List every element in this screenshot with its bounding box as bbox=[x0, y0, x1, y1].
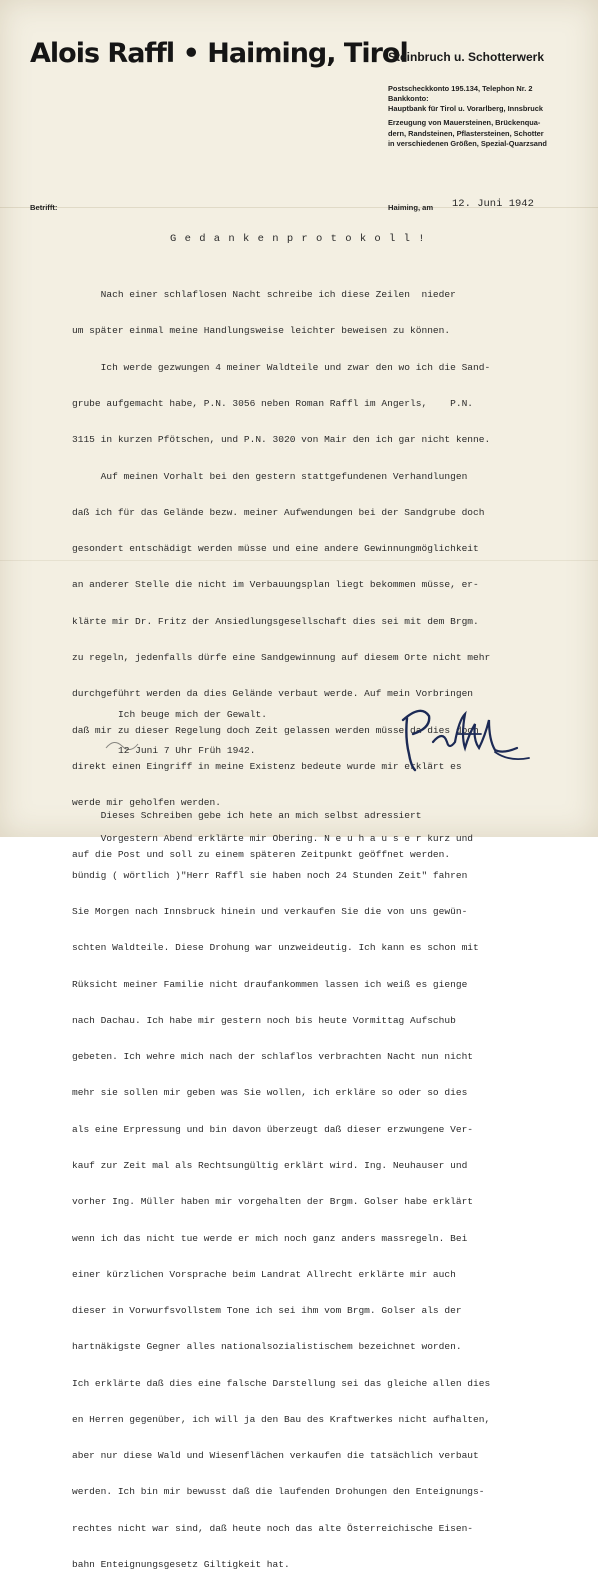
footer-line: auf die Post und soll zu einem späteren Zeitpunkt geöffnet werden. bbox=[72, 849, 451, 860]
letterhead-brand: Alois Raffl • Haiming, Tirol bbox=[30, 38, 408, 69]
signed-date: 12 Juni 7 Uhr Früh 1942. bbox=[118, 745, 256, 756]
body-line: Ich erklärte daß dies eine falsche Darstellung sei das gleiche allen dies bbox=[72, 1377, 491, 1389]
body-line: grube aufgemacht habe, P.N. 3056 neben Roman Raffl im Angerls, P.N. bbox=[72, 398, 474, 410]
handwritten-signature bbox=[385, 690, 545, 780]
letter-date: 12. Juni 1942 bbox=[452, 198, 534, 210]
body-line: zu regeln, jedenfalls dürfe eine Sandgewinnung auf diesem Orte nicht mehr bbox=[72, 652, 491, 663]
body-line: mehr sie sollen mir geben was Sie wollen, ich erkläre so oder so dies bbox=[72, 1087, 468, 1099]
letterhead-products bbox=[388, 118, 547, 150]
body-line: nach Dachau. Ich habe mir gestern noch bis heute Vormittag Aufschub bbox=[72, 1014, 456, 1026]
body-line: als eine Erpressung und bin davon überzeugt daß dieser erzwungene Ver- bbox=[72, 1123, 474, 1135]
body-line: kauf zur Zeit mal als Rechtsungültig erklärt wird. Ing. Neuhauser und bbox=[72, 1159, 468, 1171]
body-line: an anderer Stelle die nicht im Verbauungsplan liegt bekommen müsse, er- bbox=[72, 579, 479, 591]
body-line: gebeten. Ich wehre mich nach der schlaflos verbrachten Nacht nun nicht bbox=[72, 1051, 474, 1063]
body-line: aber nur diese Wald und Wiesenflächen verkaufen die tatsächlich verbaut bbox=[72, 1450, 479, 1462]
contact-line: Hauptbank für Tirol u. Vorarlberg, Innsbruck bbox=[388, 104, 543, 113]
document-body bbox=[72, 265, 592, 1595]
contact-line: Bankkonto: bbox=[388, 94, 429, 103]
body-line: daß mir zu dieser Regelung doch Zeit gelassen werden müsse da dies doch bbox=[72, 724, 479, 736]
body-line: schten Waldteile. Diese Drohung war unzweideutig. Ich kann es schon mit bbox=[72, 942, 479, 954]
letterhead-contact bbox=[388, 84, 543, 114]
body-line: Ich werde gezwungen 4 meiner Waldteile und zwar den wo ich die Sand- bbox=[72, 361, 491, 373]
product-line: in verschiedenen Größen, Spezial-Quarzsand bbox=[388, 139, 547, 148]
body-line: um später einmal meine Handlungsweise leichter beweisen zu können. bbox=[72, 325, 451, 337]
body-line: Vorgestern Abend erklärte mir Obering. N e u h a u s e r kurz und bbox=[72, 833, 474, 845]
body-line: bündig ( wörtlich )"Herr Raffl sie haben noch 24 Stunden Zeit" fahren bbox=[72, 869, 468, 881]
body-line: daß ich für das Gelände bezw. meiner Aufwendungen bei der Sandgrube doch bbox=[72, 506, 485, 518]
place-label: Haiming, am bbox=[388, 203, 434, 212]
body-line: klärte mir Dr. Fritz der Ansiedlungsgesellschaft dies sei mit dem Brgm. bbox=[72, 615, 479, 627]
footer-note bbox=[72, 783, 450, 887]
product-line: Erzeugung von Mauersteinen, Brückenqua- bbox=[388, 118, 541, 127]
body-line: werden. Ich bin mir bewusst daß die laufenden Drohungen den Enteignungs- bbox=[72, 1486, 485, 1498]
document-title: G e d a n k e n p r o t o k o l l ! bbox=[170, 233, 426, 245]
body-line: einer kürzlichen Vorsprache beim Landrat Allrecht erklärte mir auch bbox=[72, 1268, 456, 1280]
body-line: wenn ich das nicht tue werde er mich noch ganz anders massregeln. Bei bbox=[72, 1232, 468, 1244]
body-line: werde mir geholfen werden. bbox=[72, 797, 221, 809]
body-line: Sie Morgen nach Innsbruck hinein und verkaufen Sie die von uns gewün- bbox=[72, 905, 468, 917]
body-line: Nach einer schlaflosen Nacht schreibe ich diese Zeilen nieder bbox=[72, 289, 456, 301]
body-line: bahn Enteignungsgesetz Giltigkeit hat. bbox=[72, 1559, 290, 1571]
body-line: en Herren gegenüber, ich will ja den Bau des Kraftwerkes nicht aufhalten, bbox=[72, 1413, 491, 1425]
body-line: durchgeführt werden da dies Gelände verbaut werde. Auf mein Vorbringen bbox=[72, 688, 474, 700]
body-line: Auf meinen Vorhalt bei den gestern stattgefundenen Verhandlungen bbox=[72, 470, 468, 482]
body-line: Rüksicht meiner Familie nicht draufankommen lassen ich weiß es gienge bbox=[72, 978, 468, 990]
body-line: gesondert entschädigt werden müsse und eine andere Gewinnungmöglichkeit bbox=[72, 543, 479, 555]
product-line: dern, Randsteinen, Pflastersteinen, Schotter bbox=[388, 128, 544, 138]
letterhead-business: Steinbruch u. Schotterwerk bbox=[388, 50, 545, 64]
betrifft-label: Betrifft: bbox=[30, 203, 58, 212]
body-line: dieser in Vorwurfsvollstem Tone ich sei ihm vom Brgm. Golser als der bbox=[72, 1305, 462, 1317]
body-line: rechtes nicht war sind, daß heute noch das alte Österreichische Eisen- bbox=[72, 1522, 474, 1534]
body-line: hartnäkigste Gegner alles nationalsozialistischem bezeichnet worden. bbox=[72, 1341, 462, 1353]
footer-line: Dieses Schreiben gebe ich hete an mich selbst adressiert bbox=[72, 810, 422, 821]
closing-line: Ich beuge mich der Gewalt. bbox=[118, 709, 267, 720]
body-line: vorher Ing. Müller haben mir vorgehalten der Brgm. Golser habe erklärt bbox=[72, 1196, 474, 1208]
ink-mark bbox=[100, 724, 180, 764]
body-line: direkt einen Eingriff in meine Existenz bedeute wurde mir erklärt es bbox=[72, 760, 462, 772]
body-line: 3115 in kurzen Pfötschen, und P.N. 3020 von Mair den ich gar nicht kenne. bbox=[72, 434, 491, 446]
contact-line: Postscheckkonto 195.134, Telephon Nr. 2 bbox=[388, 84, 533, 93]
